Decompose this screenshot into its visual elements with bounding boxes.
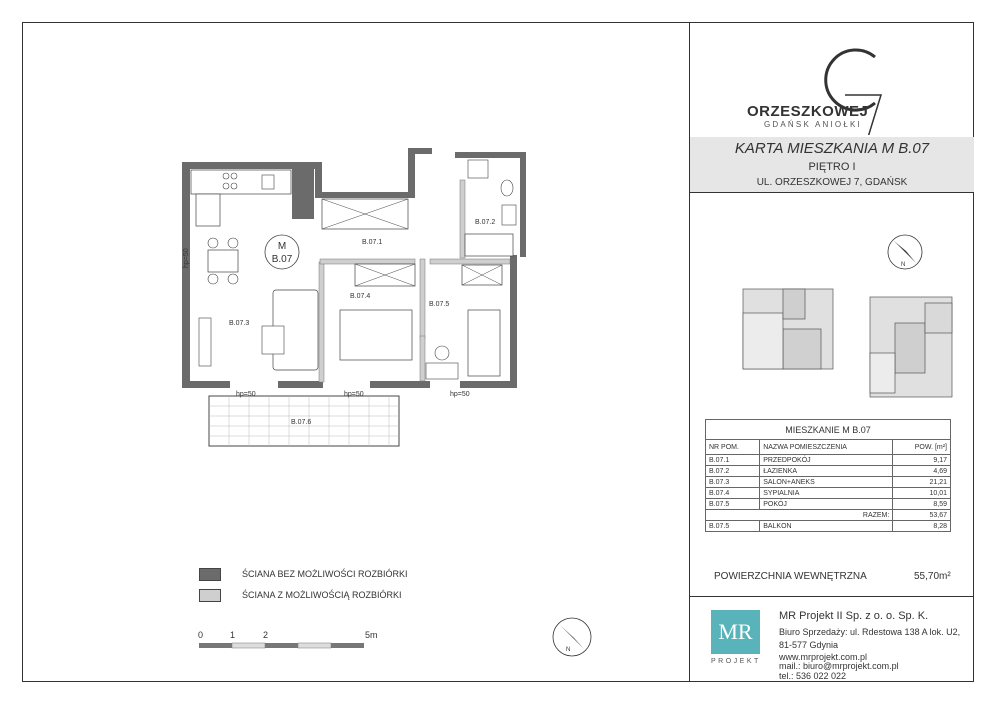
room-nr: B.07.2 <box>706 466 760 477</box>
bed-double <box>340 310 412 360</box>
total-value: 53,67 <box>893 510 951 521</box>
scale-tick: 1 <box>230 630 236 640</box>
col-name: NAZWA POMIESZCZENIA <box>760 440 893 455</box>
room-name: ŁAZIENKA <box>760 466 893 477</box>
table-row <box>706 488 951 499</box>
kitchen-counter <box>191 170 291 194</box>
label-b07-1: B.07.1 <box>362 239 383 246</box>
table-row <box>706 466 951 477</box>
scale-tick: 0 <box>198 630 204 640</box>
company-web-link[interactable]: www.mrprojekt.com.pl <box>779 652 868 662</box>
apartment-tag-line1: M <box>277 241 287 252</box>
hp-label: hp=50 <box>450 391 470 398</box>
room-area: 8,59 <box>893 499 951 510</box>
scale-tick: 2 <box>263 630 269 640</box>
internal-area-label: POWIERZCHNIA WEWNĘTRZNA <box>714 571 867 582</box>
svg-text:N: N <box>901 262 906 268</box>
company-office-1: Biuro Sprzedaży: ul. Rdestowa 138 A lok. U2, <box>779 627 961 637</box>
label-b07-6: B.07.6 <box>291 419 312 426</box>
key-plan-right <box>870 297 952 397</box>
card-address: UL. ORZESZKOWEJ 7, GDAŃSK <box>756 177 908 188</box>
room-area: 8,28 <box>893 521 951 532</box>
label-b07-3: B.07.3 <box>229 320 250 327</box>
legend-removable-label: ŚCIANA Z MOŻLIWOŚCIĄ ROZBIÓRKI <box>242 590 402 600</box>
bathtub <box>465 234 513 256</box>
label-b07-4: B.07.4 <box>350 293 371 300</box>
company-name: MR Projekt II Sp. z o. o. Sp. K. <box>779 610 929 622</box>
logo-subtitle: GDAŃSK ANIOŁKI <box>764 120 862 129</box>
room-name: BALKON <box>760 521 893 532</box>
room-nr: B.07.3 <box>706 477 760 488</box>
room-area: 4,69 <box>893 466 951 477</box>
divider-company <box>689 596 974 597</box>
room-nr: B.07.4 <box>706 488 760 499</box>
col-nr: NR POM. <box>706 440 760 455</box>
room-nr: B.07.5 <box>706 499 760 510</box>
apartment-tag-line2: B.07 <box>271 254 293 265</box>
compass-icon <box>885 232 925 272</box>
logo-title: ORZESZKOWEJ <box>747 103 869 120</box>
hp-label: hp=50 <box>236 391 256 398</box>
compass-icon-plan <box>553 618 591 656</box>
rooms-table <box>705 419 951 532</box>
room-area: 21,21 <box>893 477 951 488</box>
svg-text:N: N <box>566 647 571 653</box>
divider-card-bottom <box>689 192 974 193</box>
key-plan-left <box>743 289 833 369</box>
legend-fixed-swatch <box>199 568 221 581</box>
total-label: RAZEM: <box>706 510 893 521</box>
dining-table <box>208 250 238 272</box>
table-row <box>706 477 951 488</box>
bed-single <box>468 310 500 376</box>
company-office-2: 81-577 Gdynia <box>779 640 839 650</box>
table-row <box>706 521 951 532</box>
rooms-table-title: MIESZKANIE M B.07 <box>706 420 951 440</box>
legend-removable-swatch <box>199 589 221 602</box>
legend-fixed-label: ŚCIANA BEZ MOŻLIWOŚCI ROZBIÓRKI <box>242 569 408 579</box>
room-name: PRZEDPOKÓJ <box>760 455 893 466</box>
label-b07-5: B.07.5 <box>429 301 450 308</box>
room-area: 9,17 <box>893 455 951 466</box>
internal-area-value: 55,70m² <box>914 571 951 582</box>
room-area: 10,01 <box>893 488 951 499</box>
hp-label: hp=50 <box>344 391 364 398</box>
table-total-row <box>706 510 951 521</box>
company-mail-link[interactable]: mail.: biuro@mrprojekt.com.pl <box>779 661 899 671</box>
scale-bar <box>199 642 381 650</box>
room-name: SALON+ANEKS <box>760 477 893 488</box>
label-b07-2: B.07.2 <box>475 219 496 226</box>
company-logo-icon: MR <box>711 610 760 654</box>
room-name: POKÓJ <box>760 499 893 510</box>
room-nr: B.07.1 <box>706 455 760 466</box>
scale-tick: 5m <box>365 630 378 640</box>
key-plan-thumbnails <box>735 283 955 403</box>
company-logo-sub: PROJEKT <box>711 658 761 665</box>
col-area: POW. [m²] <box>893 440 951 455</box>
table-row <box>706 499 951 510</box>
room-nr: B.07.5 <box>706 521 760 532</box>
hp-label: hp=50 <box>183 248 190 268</box>
company-tel: tel.: 536 022 022 <box>779 671 847 681</box>
room-name: SYPIALNIA <box>760 488 893 499</box>
card-title: KARTA MIESZKANIA M B.07 <box>734 140 930 157</box>
table-row <box>706 455 951 466</box>
card-floor: PIĘTRO I <box>808 161 856 173</box>
